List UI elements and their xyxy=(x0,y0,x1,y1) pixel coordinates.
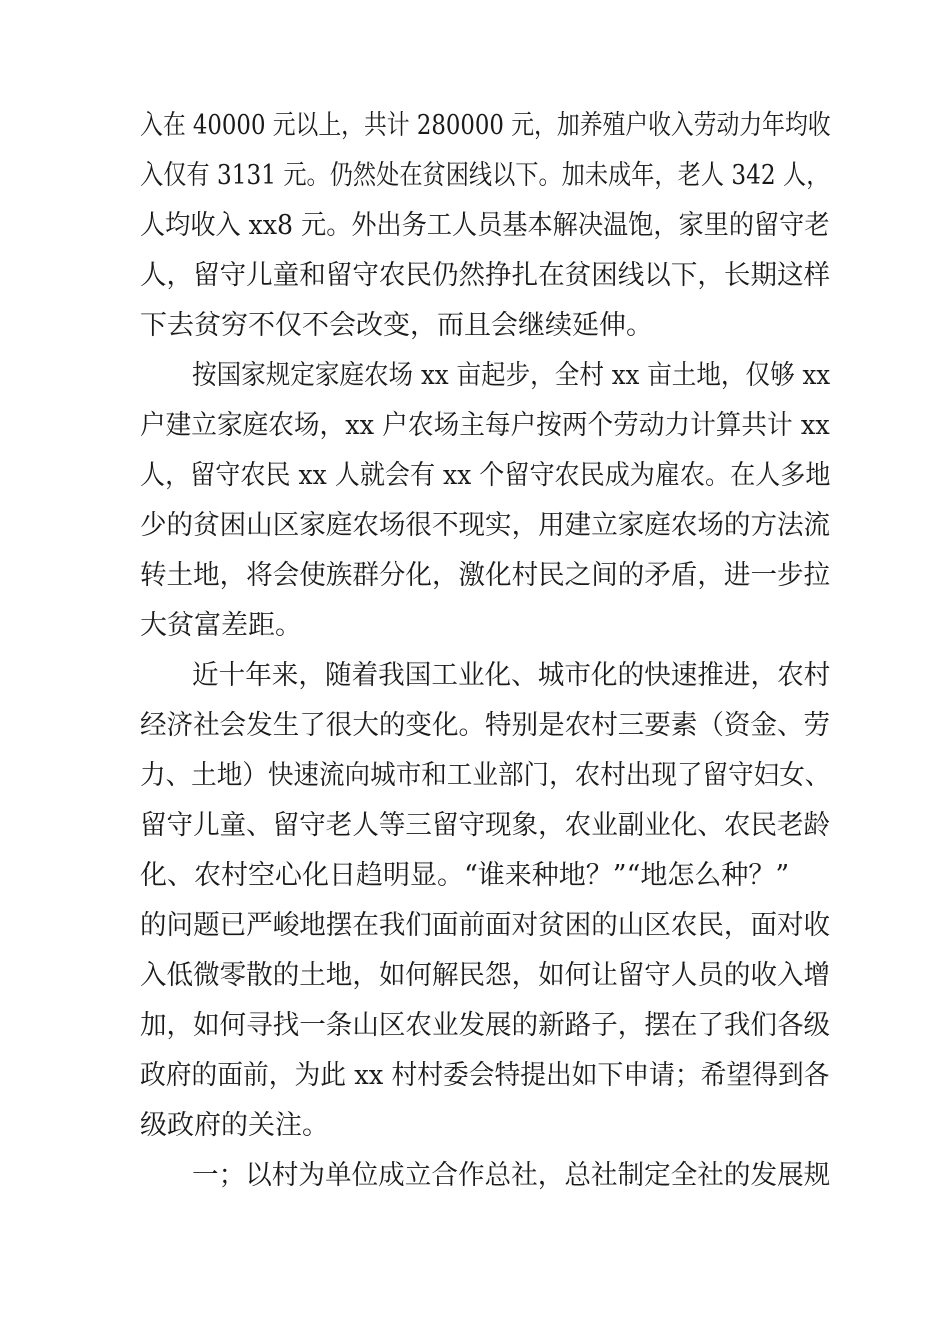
paragraph-start-line: 按国家规定家庭农场 xx 亩起步，全村 xx 亩土地，仅够 xx xyxy=(192,360,831,391)
text-line: 户建立家庭农场，xx 户农场主每户按两个劳动力计算共计 xx xyxy=(140,410,830,441)
text-line: 力、土地）快速流向城市和工业部门，农村出现了留守妇女、 xyxy=(140,760,831,791)
text-line: 转土地，将会使族群分化，激化村民之间的矛盾，进一步拉 xyxy=(140,560,831,591)
text-line: 入在 40000 元以上，共计 280000 元，加养殖户收入劳动力年均收 xyxy=(140,110,831,141)
paragraph-start-line: 一；以村为单位成立合作总社，总社制定全社的发展规 xyxy=(192,1160,831,1191)
text-line: 的问题已严峻地摆在我们面前面对贫困的山区农民，面对收 xyxy=(140,910,831,941)
paragraph-start-line: 近十年来，随着我国工业化、城市化的快速推进，农村 xyxy=(192,660,831,691)
text-line: 留守儿童、留守老人等三留守现象，农业副业化、农民老龄 xyxy=(140,810,831,841)
text-line: 入低微零散的土地，如何解民怨，如何让留守人员的收入增 xyxy=(140,960,831,991)
text-line: 人，留守儿童和留守农民仍然挣扎在贫困线以下，长期这样 xyxy=(140,260,831,291)
text-line: 级政府的关注。 xyxy=(140,1110,329,1141)
text-line: 少的贫困山区家庭农场很不现实，用建立家庭农场的方法流 xyxy=(140,510,831,541)
text-line: 人均收入 xx8 元。外出务工人员基本解决温饱，家里的留守老 xyxy=(140,210,830,241)
text-line: 入仅有 3131 元。仍然处在贫困线以下。加未成年，老人 342 人， xyxy=(140,160,830,191)
text-line: 人，留守农民 xx 人就会有 xx 个留守农民成为雇农。在人多地 xyxy=(140,460,831,491)
text-line: 加，如何寻找一条山区农业发展的新路子，摆在了我们各级 xyxy=(140,1010,831,1041)
text-line: 经济社会发生了很大的变化。特别是农村三要素（资金、劳 xyxy=(140,710,831,741)
text-line: 化、农村空心化日趋明显。“谁来种地？”“地怎么种？” xyxy=(140,860,790,891)
text-line: 下去贫穷不仅不会改变，而且会继续延伸。 xyxy=(140,310,653,341)
text-line: 大贫富差距。 xyxy=(140,610,302,641)
text-line: 政府的面前，为此 xx 村村委会特提出如下申请；希望得到各 xyxy=(140,1060,830,1091)
